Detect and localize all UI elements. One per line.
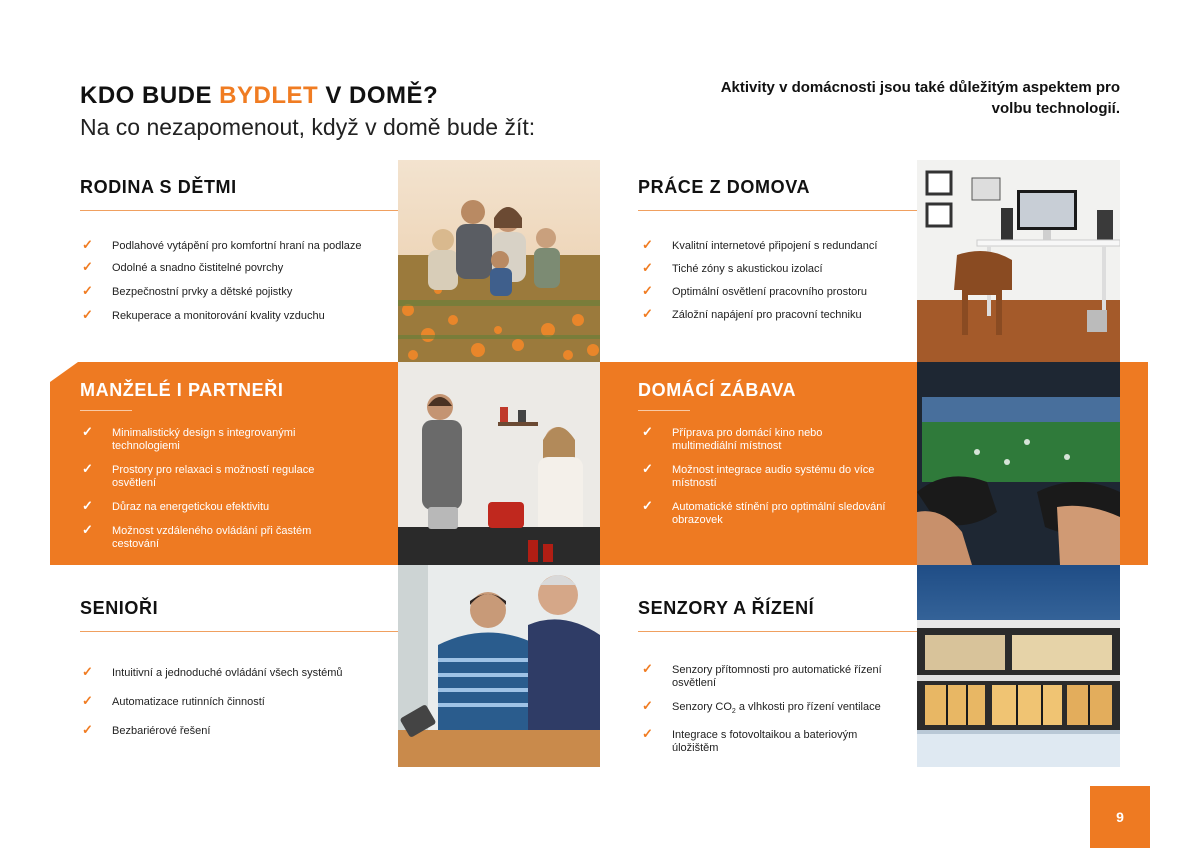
list-item: ✓ Senzory $CO_2$ a vlhkosti pro řízení ventilace <box>642 698 881 716</box>
checkmark-icon: ✓ <box>642 424 653 439</box>
list-item: ✓ Podlahové vytápění pro komfortní hraní na podlaze <box>82 237 362 252</box>
item-list <box>640 237 910 322</box>
gaming-photo <box>917 362 1120 565</box>
checkmark-icon: ✓ <box>642 237 653 252</box>
page-subtitle: Na co nezapomenout, když v domě bude žít: <box>80 114 536 140</box>
band-notch <box>50 362 78 382</box>
list-item: ✓ Intuitivní a jednoduché ovládání všech systémů <box>82 664 343 679</box>
list-item: ✓ Příprava pro domácí kino nebo multimediální místnost <box>642 424 823 452</box>
list-item: ✓ Odolné a snadno čistitelné povrchy <box>82 259 284 274</box>
checkmark-icon: ✓ <box>642 498 653 513</box>
checkmark-icon: ✓ <box>642 260 653 275</box>
list-item: ✓ Možnost integrace audio systému do více místností <box>642 461 875 489</box>
checkmark-icon: ✓ <box>82 424 93 439</box>
family-photo <box>398 160 600 362</box>
checkmark-icon: ✓ <box>82 498 93 513</box>
section-title: SENZORY A ŘÍZENÍ <box>638 598 815 618</box>
section-divider <box>638 410 690 411</box>
list-item: ✓ Optimální osvětlení pracovního prostoru <box>642 283 868 298</box>
checkmark-icon: ✓ <box>642 306 653 321</box>
list-item: ✓ Kvalitní internetové připojení s redundancí <box>642 237 878 252</box>
page-number: 9 <box>1090 786 1150 848</box>
section-divider <box>80 210 428 211</box>
section-title: SENIOŘI <box>80 598 159 618</box>
checkmark-icon: ✓ <box>82 693 93 708</box>
checkmark-icon: ✓ <box>82 237 93 252</box>
checkmark-icon: ✓ <box>642 726 653 742</box>
checkmark-icon: ✓ <box>642 283 653 298</box>
section-divider <box>80 410 132 411</box>
list-item: ✓ Rekuperace a monitorování kvality vzduchu <box>82 307 325 322</box>
checkmark-icon: ✓ <box>642 698 653 713</box>
checkmark-icon: ✓ <box>642 661 653 676</box>
tagline: Aktivity v domácnosti jsou také důležitým aspektem pro volbu technologií. <box>720 79 1120 117</box>
checkmark-icon: ✓ <box>82 307 93 322</box>
checkmark-icon: ✓ <box>82 461 93 476</box>
list-item: ✓ Prostory pro relaxaci s možností regulace osvětlení <box>82 461 315 489</box>
home-office-photo <box>917 160 1120 362</box>
section-title: MANŽELÉ I PARTNEŘI <box>80 380 284 400</box>
list-item: ✓ Důraz na energetickou efektivitu <box>82 498 270 513</box>
checkmark-icon: ✓ <box>82 259 93 274</box>
list-item: ✓ Možnost vzdáleného ovládání při častém cestování <box>82 522 312 550</box>
title-prefix: KDO BUDE <box>80 82 220 109</box>
checkmark-icon: ✓ <box>82 522 93 537</box>
item-list <box>80 424 360 551</box>
couple-cooking-photo <box>398 362 600 565</box>
item-list <box>80 664 380 738</box>
item-list <box>640 661 900 755</box>
smart-house-photo <box>917 565 1120 767</box>
item-list <box>640 424 890 527</box>
section-divider <box>638 631 918 632</box>
checkmark-icon: ✓ <box>82 664 93 679</box>
list-item: ✓ Automatické stínění pro optimální sledování obrazovek <box>642 498 886 526</box>
checkmark-icon: ✓ <box>82 283 93 298</box>
list-item: ✓ Integrace s fotovoltaikou a bateriovým úložištěm <box>642 726 858 755</box>
list-item: ✓ Bezpečnostní prvky a dětské pojistky <box>82 283 293 298</box>
checkmark-icon: ✓ <box>642 461 653 476</box>
list-item: ✓ Tiché zóny s akustickou izolací <box>642 260 823 275</box>
section-divider <box>80 631 428 632</box>
section-title: RODINA S DĚTMI <box>80 177 237 197</box>
checkmark-icon: ✓ <box>82 722 93 737</box>
section-title: DOMÁCÍ ZÁBAVA <box>638 380 797 400</box>
list-item: ✓ Senzory přítomnosti pro automatické řízení osvětlení <box>642 661 882 689</box>
list-item: ✓ Bezbariérové řešení <box>82 722 211 737</box>
title-suffix: V DOMĚ? <box>318 82 439 109</box>
list-item: ✓ Automatizace rutinních činností <box>82 693 265 708</box>
page-title <box>80 82 438 110</box>
section-title: PRÁCE Z DOMOVA <box>638 177 811 197</box>
title-accent: BYDLET <box>219 82 319 109</box>
seniors-photo <box>398 565 600 767</box>
list-item: ✓ Záložní napájení pro pracovní techniku <box>642 306 862 321</box>
item-list <box>80 237 380 323</box>
list-item: ✓ Minimalistický design s integrovanými technologiemi <box>82 424 296 452</box>
